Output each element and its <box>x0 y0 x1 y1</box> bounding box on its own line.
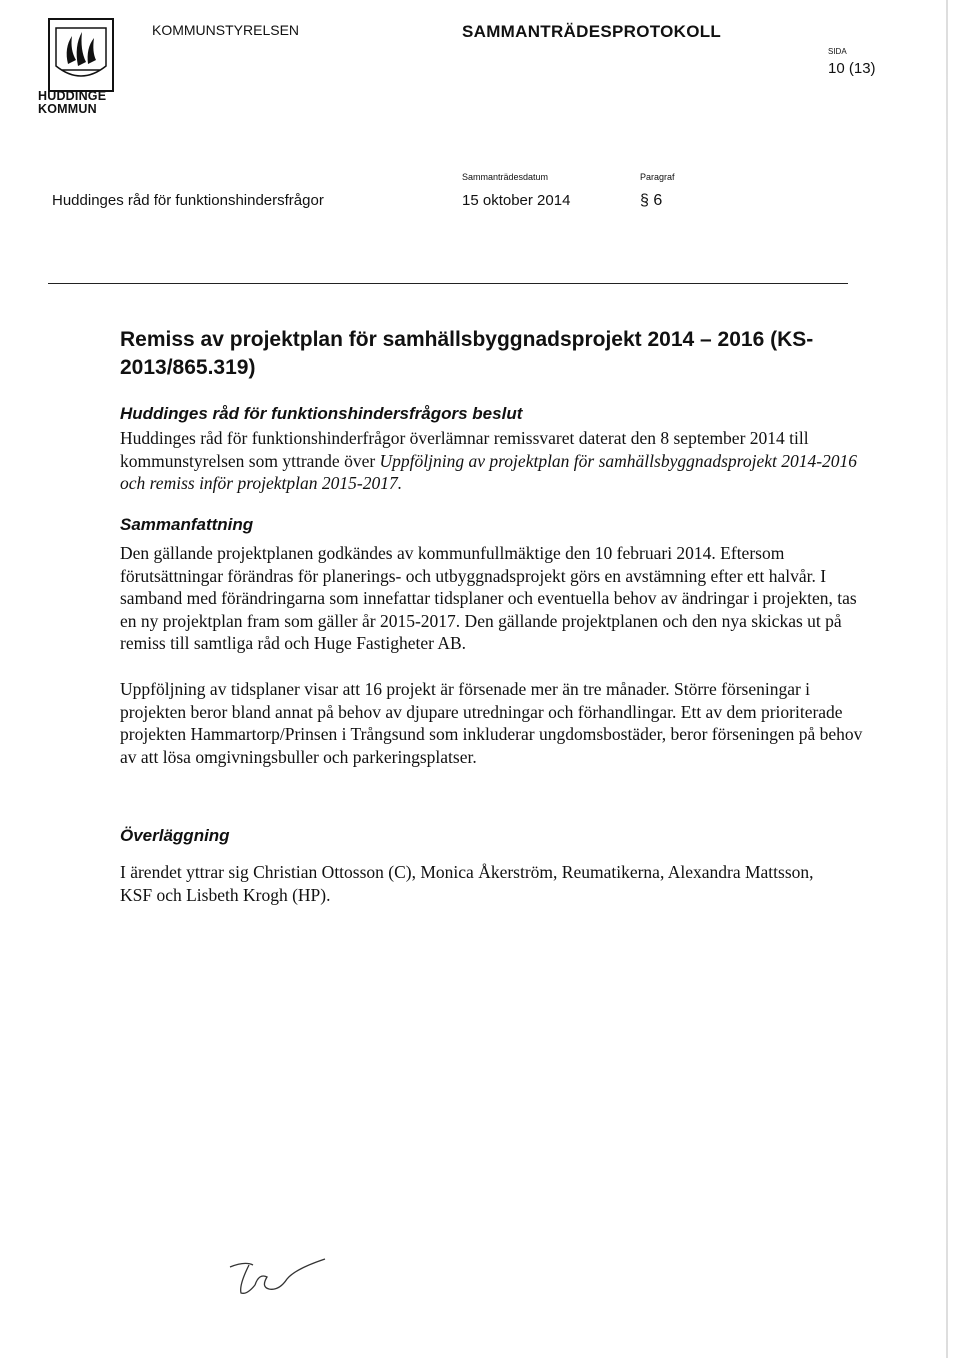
summary-heading: Sammanfattning <box>120 515 254 534</box>
summary-paragraph-1: Den gällande projektplanen godkändes av kommunfullmäktige den 10 februari 2014. Eftersom förutsättningar förändras för planerings- och utbyggnadsprojekt görs en avstämning efter ett halvår. I samband med förändringarna som innefattar tidsplaner och eventuella behov av ändringar i projekten, tas en ny projektplan fram som gäller år 2015-2017. Den gällande projektplanen och den nya skickas ut på remiss till samtliga råd och Huge Fastigheter AB. <box>120 543 857 653</box>
scan-edge <box>946 0 948 1358</box>
signature-icon <box>225 1255 345 1310</box>
header-divider <box>48 283 848 284</box>
date-label: Sammanträdesdatum <box>462 172 549 182</box>
coat-of-arms-icon <box>48 18 114 92</box>
page-number: 10 (13) <box>828 60 876 77</box>
municipality-line1: HUDDINGE <box>38 89 107 103</box>
decision-heading: Huddinges råd för funktionshindersfrågors beslut <box>120 404 523 423</box>
decision-text-italic: Uppföljning av projektplan för samhällsbyggnadsprojekt 2014-2016 och remiss inför projektplan 2015-2017. <box>120 450 858 493</box>
deliberation-text: I ärendet yttrar sig Christian Ottosson (C), Monica Åkerström, Reumatikerna, Alexandra Mattsson, KSF och Lisbeth Krogh (HP). <box>120 862 814 905</box>
deliberation-heading: Överläggning <box>120 826 230 845</box>
decision-text <box>120 427 880 495</box>
paragraph-label: Paragraf <box>640 172 675 182</box>
organization: KOMMUNSTYRELSEN <box>152 22 300 38</box>
decision-text-plain: Huddinges råd för funktionshinderfrågor överlämnar remissvaret daterat den 8 september 2014 till kommunstyrelsen som yttrande över <box>120 428 809 471</box>
municipality-name <box>38 90 106 116</box>
municipality-line2: KOMMUN <box>38 102 97 116</box>
page-label: SIDA <box>828 47 847 56</box>
page-title: Remiss av projektplan för samhällsbyggnadsprojekt 2014 – 2016 (KS-2013/865.319) <box>120 328 814 379</box>
summary-paragraph-2: Uppföljning av tidsplaner visar att 16 projekt är försenade mer än tre månader. Större förseningar i projekten beror bland annat på behov av djupare utredningar och förhandlingar. Ett av dem prioriterade projekten Hammartorp/Prinsen i Trångsund som inkluderar ungdomsbostäder, beror förseningen på behov av att lösa omgivningsbuller och parkeringsplatser. <box>120 679 863 767</box>
paragraph-number: § 6 <box>640 192 663 209</box>
body-name: Huddinges råd för funktionshindersfrågor <box>52 192 324 209</box>
document-type: SAMMANTRÄDESPROTOKOLL <box>462 22 722 41</box>
meeting-date: 15 oktober 2014 <box>462 192 571 209</box>
